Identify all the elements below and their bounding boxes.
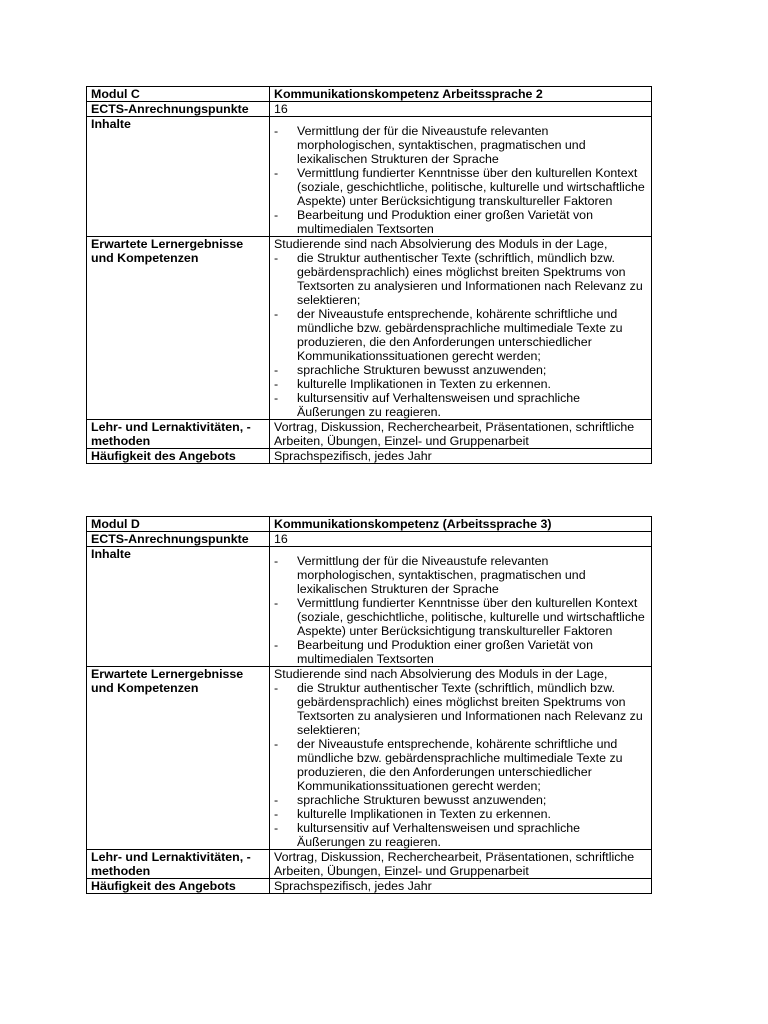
ects-value: 16 bbox=[270, 532, 652, 547]
list-item-text: Vermittlung fundierter Kenntnisse über den kulturellen Kontext (soziale, geschichtliche, politische, kulturelle und wirtschaftliche Aspekte) unter Berücksichtigung transkultureller Faktoren bbox=[297, 166, 645, 208]
list-item bbox=[274, 821, 647, 849]
methoden-value: Vortrag, Diskussion, Recherchearbeit, Präsentationen, schriftliche Arbeiten, Übungen, Einzel- und Gruppenarbeit bbox=[270, 420, 652, 449]
bullet-dash: - bbox=[274, 124, 279, 138]
lernergebnisse-list bbox=[274, 251, 647, 419]
list-item bbox=[274, 793, 647, 807]
inhalte-value bbox=[270, 117, 652, 237]
methoden-label: Lehr- und Lernaktivitäten, -methoden bbox=[87, 850, 270, 879]
bullet-dash: - bbox=[274, 166, 279, 180]
list-item-text: die Struktur authentischer Texte (schriftlich, mündlich bzw. gebärdensprachlich) eines möglichst breiten Spektrums von Textsorten zu analysieren und Informationen nach Relevanz zu selektieren; bbox=[297, 251, 643, 307]
list-item-text: Bearbeitung und Produktion einer großen Varietät von multimedialen Textsorten bbox=[297, 208, 593, 236]
list-item bbox=[274, 166, 647, 208]
lernergebnisse-value bbox=[270, 237, 652, 420]
haeufigkeit-value: Sprachspezifisch, jedes Jahr bbox=[270, 449, 652, 464]
module-table-d bbox=[86, 516, 652, 894]
bullet-dash: - bbox=[274, 793, 279, 807]
bullet-dash: - bbox=[274, 208, 279, 222]
list-item bbox=[274, 208, 647, 236]
haeufigkeit-value: Sprachspezifisch, jedes Jahr bbox=[270, 879, 652, 894]
inhalte-label: Inhalte bbox=[87, 547, 270, 667]
list-item bbox=[274, 251, 647, 307]
inhalte-row bbox=[87, 547, 652, 667]
methoden-row bbox=[87, 420, 652, 449]
list-item-text: Vermittlung der für die Niveaustufe relevanten morphologischen, syntaktischen, pragmatischen und lexikalischen Strukturen der Sprache bbox=[297, 124, 586, 166]
list-item-text: kultursensitiv auf Verhaltensweisen und sprachliche Äußerungen zu reagieren. bbox=[297, 821, 581, 849]
bullet-dash: - bbox=[274, 821, 279, 835]
bullet-dash: - bbox=[274, 377, 279, 391]
methoden-row bbox=[87, 850, 652, 879]
list-item bbox=[274, 638, 647, 666]
list-item bbox=[274, 307, 647, 363]
module-title-label: Modul C bbox=[87, 87, 270, 102]
list-item-text: kultursensitiv auf Verhaltensweisen und sprachliche Äußerungen zu reagieren. bbox=[297, 391, 581, 419]
bullet-dash: - bbox=[274, 596, 279, 610]
list-item-text: sprachliche Strukturen bewusst anzuwenden; bbox=[297, 793, 547, 807]
list-item bbox=[274, 681, 647, 737]
inhalte-row bbox=[87, 117, 652, 237]
methoden-value: Vortrag, Diskussion, Recherchearbeit, Präsentationen, schriftliche Arbeiten, Übungen, Einzel- und Gruppenarbeit bbox=[270, 850, 652, 879]
list-item bbox=[274, 596, 647, 638]
list-item-text: Bearbeitung und Produktion einer großen Varietät von multimedialen Textsorten bbox=[297, 638, 593, 666]
bullet-dash: - bbox=[274, 554, 279, 568]
methoden-label: Lehr- und Lernaktivitäten, -methoden bbox=[87, 420, 270, 449]
haeufigkeit-label: Häufigkeit des Angebots bbox=[87, 449, 270, 464]
lernergebnisse-label: Erwartete Lernergebnisse und Kompetenzen bbox=[87, 237, 270, 420]
list-item bbox=[274, 554, 647, 596]
bullet-dash: - bbox=[274, 737, 279, 751]
lernergebnisse-intro: Studierende sind nach Absolvierung des Moduls in der Lage, bbox=[274, 667, 608, 681]
bullet-dash: - bbox=[274, 391, 279, 405]
module-title-row bbox=[87, 87, 652, 102]
list-item-text: kulturelle Implikationen in Texten zu erkennen. bbox=[297, 377, 551, 391]
module-title-row bbox=[87, 517, 652, 532]
module-table-c bbox=[86, 86, 652, 464]
lernergebnisse-row bbox=[87, 667, 652, 850]
module-title-value: Kommunikationskompetenz (Arbeitssprache 3) bbox=[270, 517, 652, 532]
list-item bbox=[274, 391, 647, 419]
bullet-dash: - bbox=[274, 681, 279, 695]
list-item-text: der Niveaustufe entsprechende, kohärente schriftliche und mündliche bzw. gebärdensprachliche multimediale Texte zu produzieren, die den Anforderungen unterschiedlicher Kommunikationssituationen gerecht werden; bbox=[297, 737, 623, 793]
haeufigkeit-label: Häufigkeit des Angebots bbox=[87, 879, 270, 894]
ects-label: ECTS-Anrechnungspunkte bbox=[87, 532, 270, 547]
ects-row bbox=[87, 102, 652, 117]
inhalte-list bbox=[274, 554, 647, 666]
lernergebnisse-label: Erwartete Lernergebnisse und Kompetenzen bbox=[87, 667, 270, 850]
list-item-text: die Struktur authentischer Texte (schriftlich, mündlich bzw. gebärdensprachlich) eines möglichst breiten Spektrums von Textsorten zu analysieren und Informationen nach Relevanz zu selektieren; bbox=[297, 681, 643, 737]
haeufigkeit-row bbox=[87, 879, 652, 894]
lernergebnisse-row bbox=[87, 237, 652, 420]
list-item bbox=[274, 363, 647, 377]
list-item bbox=[274, 377, 647, 391]
module-title-label: Modul D bbox=[87, 517, 270, 532]
list-item-text: Vermittlung der für die Niveaustufe relevanten morphologischen, syntaktischen, pragmatischen und lexikalischen Strukturen der Sprache bbox=[297, 554, 586, 596]
bullet-dash: - bbox=[274, 807, 279, 821]
ects-value: 16 bbox=[270, 102, 652, 117]
list-item bbox=[274, 737, 647, 793]
haeufigkeit-row bbox=[87, 449, 652, 464]
lernergebnisse-intro: Studierende sind nach Absolvierung des Moduls in der Lage, bbox=[274, 237, 608, 251]
bullet-dash: - bbox=[274, 363, 279, 377]
list-item-text: kulturelle Implikationen in Texten zu erkennen. bbox=[297, 807, 551, 821]
list-item-text: der Niveaustufe entsprechende, kohärente schriftliche und mündliche bzw. gebärdensprachliche multimediale Texte zu produzieren, die den Anforderungen unterschiedlicher Kommunikationssituationen gerecht werden; bbox=[297, 307, 623, 363]
inhalte-value bbox=[270, 547, 652, 667]
inhalte-list bbox=[274, 124, 647, 236]
bullet-dash: - bbox=[274, 638, 279, 652]
ects-label: ECTS-Anrechnungspunkte bbox=[87, 102, 270, 117]
inhalte-label: Inhalte bbox=[87, 117, 270, 237]
list-item-text: sprachliche Strukturen bewusst anzuwenden; bbox=[297, 363, 547, 377]
list-item bbox=[274, 124, 647, 166]
list-item-text: Vermittlung fundierter Kenntnisse über den kulturellen Kontext (soziale, geschichtliche, politische, kulturelle und wirtschaftliche Aspekte) unter Berücksichtigung transkultureller Faktoren bbox=[297, 596, 645, 638]
bullet-dash: - bbox=[274, 307, 279, 321]
lernergebnisse-list bbox=[274, 681, 647, 849]
lernergebnisse-value bbox=[270, 667, 652, 850]
ects-row bbox=[87, 532, 652, 547]
module-title-value: Kommunikationskompetenz Arbeitssprache 2 bbox=[270, 87, 652, 102]
list-item bbox=[274, 807, 647, 821]
bullet-dash: - bbox=[274, 251, 279, 265]
